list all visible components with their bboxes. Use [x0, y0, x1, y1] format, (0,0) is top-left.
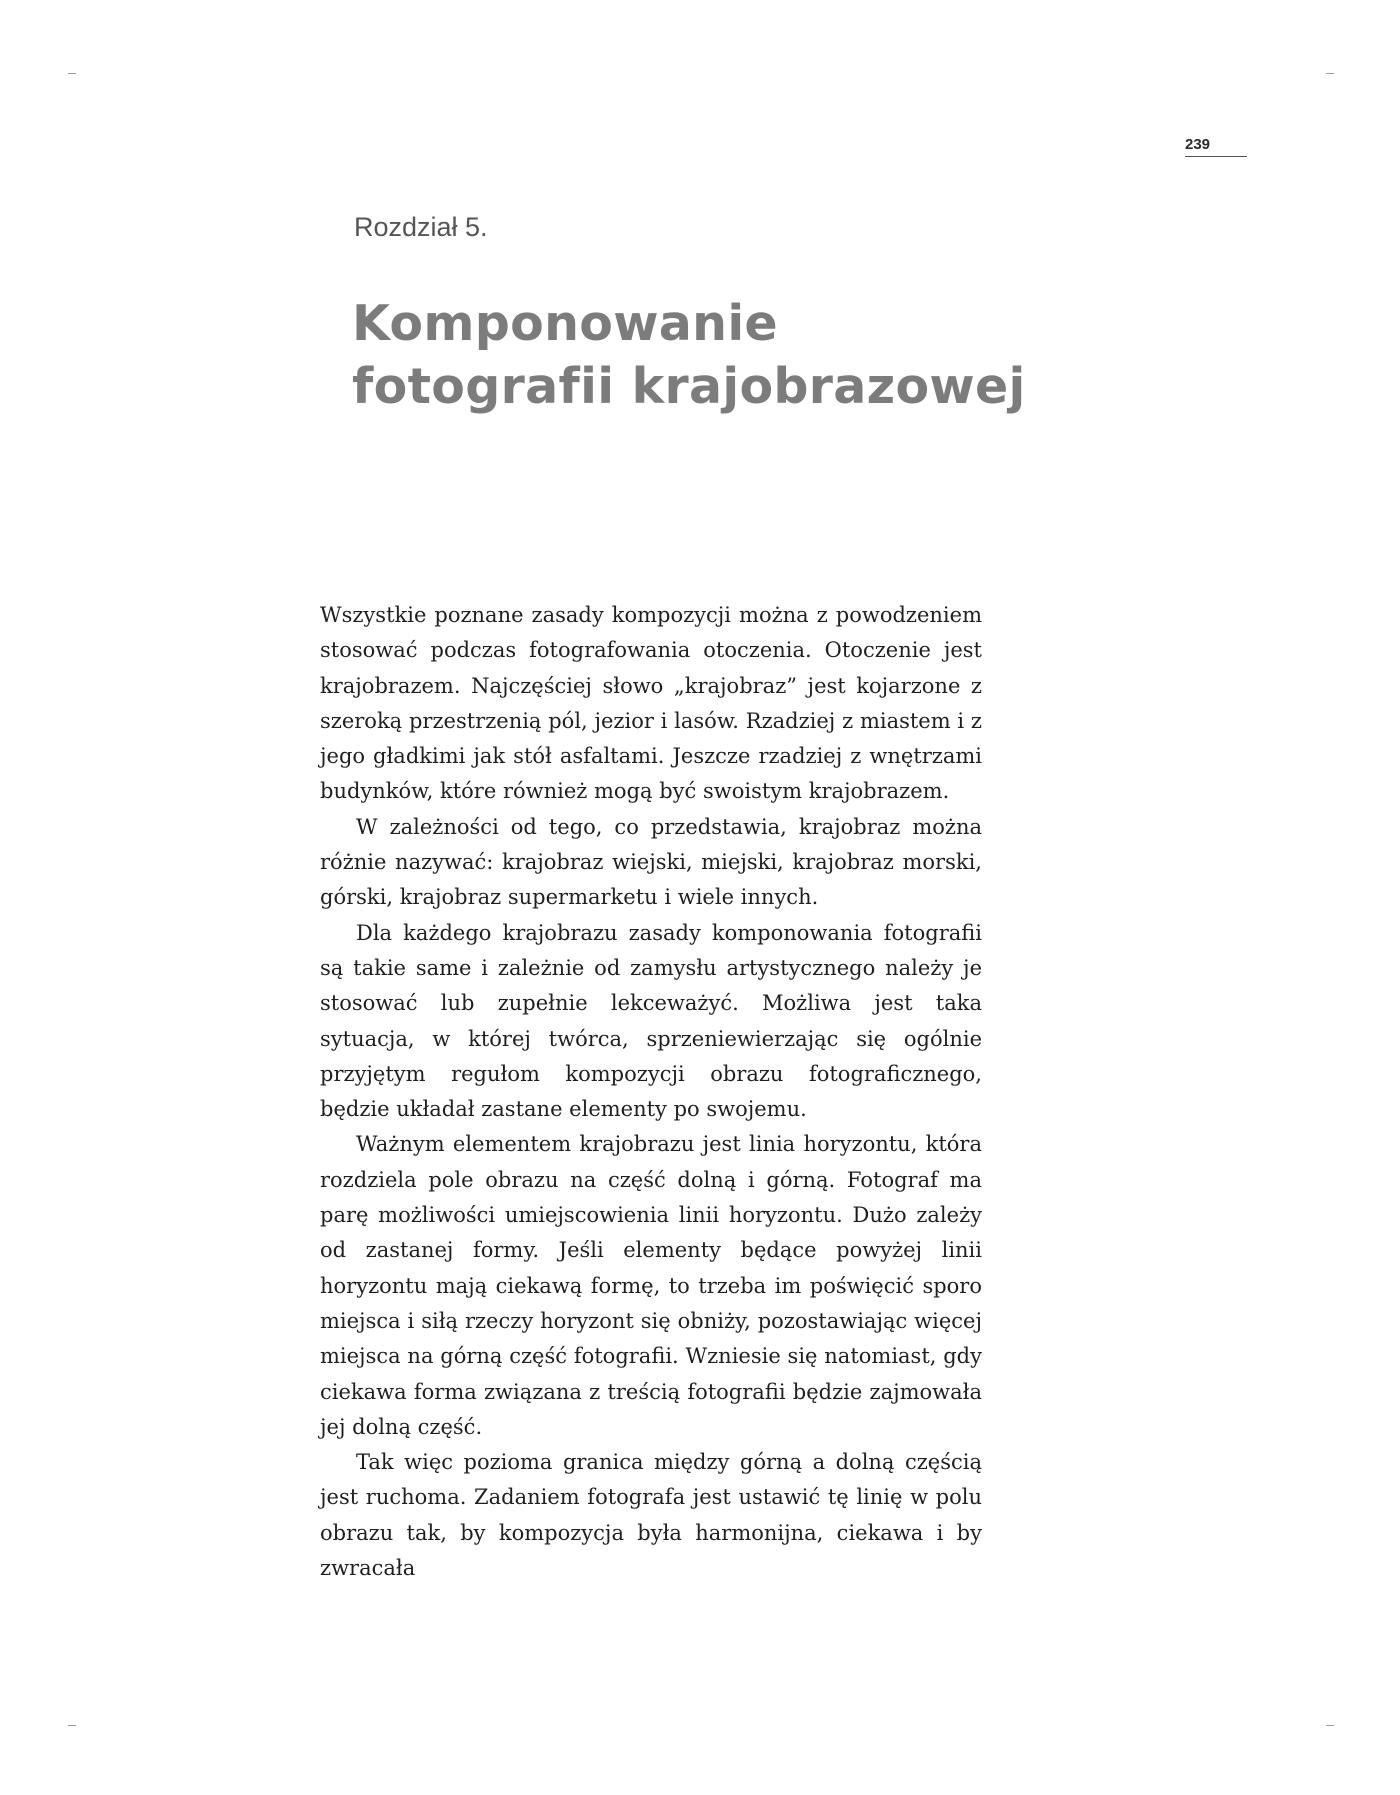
crop-mark-bottom-left — [68, 1725, 76, 1726]
paragraph-5: Tak więc pozioma granica między górną a dolną częścią jest ruchoma. Zadaniem fotografa jest ustawić tę linię w polu obrazu tak, by kompozycja była harmonijna, ciekawa i by zwracała — [320, 1450, 982, 1581]
paragraph-1: Wszystkie poznane zasady kompozycji można z powodzeniem stosować podczas fotografowania otoczenia. Otoczenie jest krajobrazem. Najczęściej słowo „krajobraz” jest kojarzone z szeroką przestrzenią pól, jezior i lasów. Rzadziej z miastem i z jego gładkimi jak stół asfaltami. Jeszcze rzadziej z wnętrzami budynków, które również mogą być swoistym krajobrazem. — [320, 603, 982, 804]
chapter-label: Rozdział 5. — [354, 212, 488, 242]
chapter-title — [352, 292, 1052, 418]
paragraph-2: W zależności od tego, co przedstawia, krajobraz można różnie nazywać: krajobraz wiejski, miejski, krajobraz morski, górski, krajobraz supermarketu i wiele innych. — [320, 814, 982, 910]
paragraph-3: Dla każdego krajobrazu zasady komponowania fotografii są takie same i zależnie od zamysłu artystycznego należy je stosować lub zupełnie lekceważyć. Możliwa jest taka sytuacja, w której twórca, sprzeniewierzając się ogólnie przyjętym regułom kompozycji obrazu fotograficznego, będzie układał zastane elementy po swojemu. — [320, 920, 982, 1122]
body-text — [320, 598, 982, 1586]
crop-mark-top-right — [1326, 73, 1334, 74]
crop-mark-top-left — [68, 73, 76, 74]
page-number: 239 — [1185, 136, 1247, 157]
chapter-title-line-1: Komponowanie — [352, 295, 778, 352]
chapter-title-line-2: fotografii krajobrazowej — [352, 358, 1026, 415]
crop-mark-bottom-right — [1326, 1725, 1334, 1726]
paragraph-4: Ważnym elementem krajobrazu jest linia horyzontu, która rozdziela pole obrazu na część dolną i górną. Fotograf ma parę możliwości umiejscowienia linii horyzontu. Dużo zależy od zastanej formy. Jeśli elementy będące powyżej linii horyzontu mają ciekawą formę, to trzeba im poświęcić sporo miejsca i siłą rzeczy horyzont się obniży, pozostawiając więcej miejsca na górną część fotografii. Wzniesie się natomiast, gdy ciekawa forma związana z treścią fotografii będzie zajmowała jej dolną część. — [320, 1132, 982, 1439]
